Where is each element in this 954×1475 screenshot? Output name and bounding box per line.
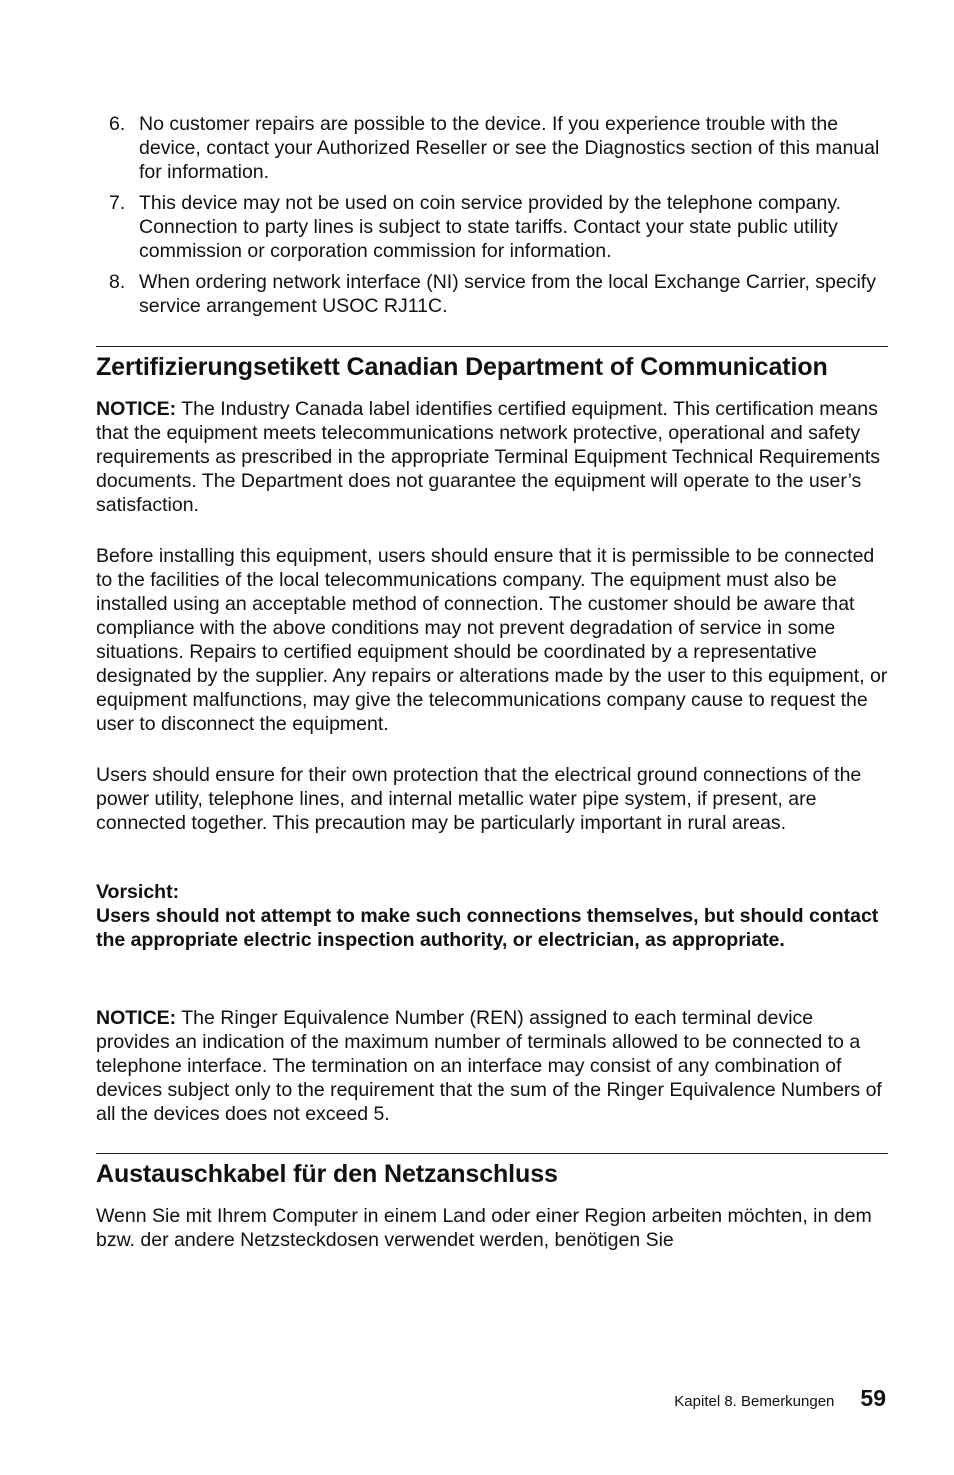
- list-item: [96, 112, 888, 184]
- grounding-paragraph: Users should ensure for their own protection that the electrical ground connections of the power utility, telephone lines, and internal metallic water pipe system, if present, are connected together. This precaution may be particularly important in rural areas.: [96, 764, 862, 834]
- caution-text: Users should not attempt to make such connections themselves, but should contact the appropriate electric inspection authority, or electrician, as appropriate.: [96, 905, 879, 951]
- list-item: [96, 191, 888, 263]
- caution-label: Vorsicht:: [96, 881, 180, 903]
- notice-label: NOTICE:: [96, 398, 177, 420]
- installation-paragraph: Before installing this equipment, users should ensure that it is permissible to be connected to the facilities of the local telecommunications company. The equipment must also be installed using an acceptable method of connection. The customer should be aware that compliance with the above conditions may not prevent degradation of service in some situations. Repairs to certified equipment should be coordinated by a representative designated by the supplier. Any repairs or alterations made by the user to this equipment, or equipment malfunctions, may give the telecommunications company cause to request the user to disconnect the equipment.: [96, 545, 888, 735]
- section-power-cords: [96, 1153, 888, 1252]
- list-item: [96, 270, 888, 318]
- section-canadian-certification: [96, 346, 888, 1126]
- notice-label: NOTICE:: [96, 1007, 177, 1029]
- notice-paragraph: [96, 397, 888, 517]
- notice-text: The Ringer Equivalence Number (REN) assigned to each terminal device provides an indication of the maximum number of terminals allowed to be connected to a telephone interface. The termination on an interface may consist of any combination of devices subject only to the requirement that the sum of the Ringer Equivalence Numbers of all the devices does not exceed 5.: [96, 1007, 882, 1125]
- footer-chapter: Kapitel 8. Bemerkungen: [674, 1393, 835, 1410]
- section-heading: Austauschkabel für den Netzanschluss: [96, 1160, 558, 1188]
- list-item-text: This device may not be used on coin service provided by the telephone company. Connection to party lines is subject to state tariffs. Contact your state public utility commission or corporation commission for information.: [139, 192, 842, 262]
- list-item-number: 7.: [109, 192, 126, 214]
- power-cord-paragraph: Wenn Sie mit Ihrem Computer in einem Land oder einer Region arbeiten möchten, in dem bzw. der andere Netzsteckdosen verwendet werden, benötigen Sie: [96, 1205, 872, 1251]
- page-number: 59: [860, 1385, 886, 1411]
- notice-text: The Industry Canada label identifies certified equipment. This certification means that the equipment meets telecommunications network protective, operational and safety requirements as prescribed in the appropriate Terminal Equipment Technical Requirements documents. The Department does not guarantee the equipment will operate to the user’s satisfaction.: [96, 398, 881, 516]
- page-footer: [96, 1383, 886, 1417]
- ren-notice-paragraph: [96, 1006, 888, 1126]
- list-item-number: 6.: [109, 113, 126, 135]
- list-item-text: No customer repairs are possible to the device. If you experience trouble with the device, contact your Authorized Reseller or see the Diagnostics section of this manual for information.: [139, 113, 880, 183]
- section-heading: Zertifizierungsetikett Canadian Department of Communication: [96, 353, 828, 381]
- list-item-number: 8.: [109, 271, 126, 293]
- caution-block: [96, 880, 888, 952]
- document-page: [96, 112, 888, 1279]
- numbered-list: [96, 112, 888, 318]
- list-item-text: When ordering network interface (NI) service from the local Exchange Carrier, specify service arrangement USOC RJ11C.: [139, 271, 876, 317]
